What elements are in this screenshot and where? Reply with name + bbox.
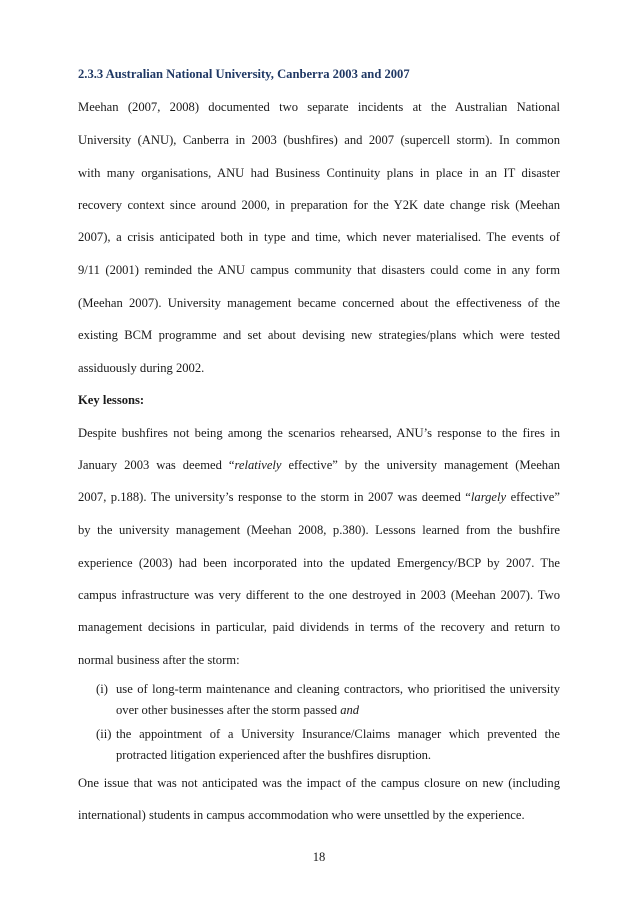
list-item-line: use of long-term maintenance and cleaning contractors, who prioritised the university: [116, 682, 560, 696]
paragraph-line: experience (2003) had been incorporated into the updated Emergency/BCP by 2007. The: [78, 556, 560, 570]
text-run: 2007, p.188). The university’s response to the storm in 2007 was deemed “: [78, 490, 471, 504]
paragraph-line: [78, 490, 560, 505]
paragraph-line: One issue that was not anticipated was the impact of the campus closure on new (including: [78, 776, 560, 790]
section-heading: 2.3.3 Australian National University, Canberra 2003 and 2007: [78, 67, 410, 81]
paragraph-line: (Meehan 2007). University management became concerned about the effectiveness of the: [78, 296, 560, 310]
paragraph-line: with many organisations, ANU had Business Continuity plans in place in an IT disaster: [78, 166, 560, 180]
paragraph-line: [78, 458, 560, 473]
list-item-label: (i): [96, 682, 108, 696]
emphasis-text: and: [340, 703, 360, 717]
paragraph-line: management decisions in particular, paid dividends in terms of the recovery and return to: [78, 620, 560, 634]
paragraph-line: 9/11 (2001) reminded the ANU campus community that disasters could come in any form: [78, 263, 560, 277]
text-run: effective”: [506, 490, 560, 504]
paragraph-line: Despite bushfires not being among the scenarios rehearsed, ANU’s response to the fires in: [78, 426, 560, 440]
text-run: January 2003 was deemed “: [78, 458, 235, 472]
paragraph-line: normal business after the storm:: [78, 653, 240, 667]
list-item-label: (ii): [96, 727, 112, 741]
paragraph-line: 2007), a crisis anticipated both in type and time, which never materialised. The events of: [78, 230, 560, 244]
text-run: over other businesses after the storm passed: [116, 703, 341, 717]
list-item-line: protracted litigation experienced after the bushfires disruption.: [116, 748, 432, 762]
paragraph-line: Meehan (2007, 2008) documented two separate incidents at the Australian National: [78, 100, 560, 114]
key-lessons-heading: Key lessons:: [78, 393, 145, 407]
page-number: 18: [312, 850, 326, 864]
paragraph-line: assiduously during 2002.: [78, 361, 205, 375]
text-run: effective” by the university management (Meehan: [281, 458, 560, 472]
paragraph-line: by the university management (Meehan 2008, p.380). Lessons learned from the bushfire: [78, 523, 560, 537]
paragraph-line: recovery context since around 2000, in preparation for the Y2K date change risk (Meehan: [78, 198, 560, 212]
paragraph-line: campus infrastructure was very different to the one destroyed in 2003 (Meehan 2007). Two: [78, 588, 560, 602]
emphasis-text: relatively: [234, 458, 282, 472]
list-item-line: [116, 703, 560, 718]
list-item-line: the appointment of a University Insurance/Claims manager which prevented the: [116, 727, 560, 741]
paragraph-line: international) students in campus accommodation who were unsettled by the experience.: [78, 808, 525, 822]
emphasis-text: largely: [470, 490, 507, 504]
paragraph-line: University (ANU), Canberra in 2003 (bushfires) and 2007 (supercell storm). In common: [78, 133, 560, 147]
paragraph-line: existing BCM programme and set about devising new strategies/plans which were tested: [78, 328, 560, 342]
